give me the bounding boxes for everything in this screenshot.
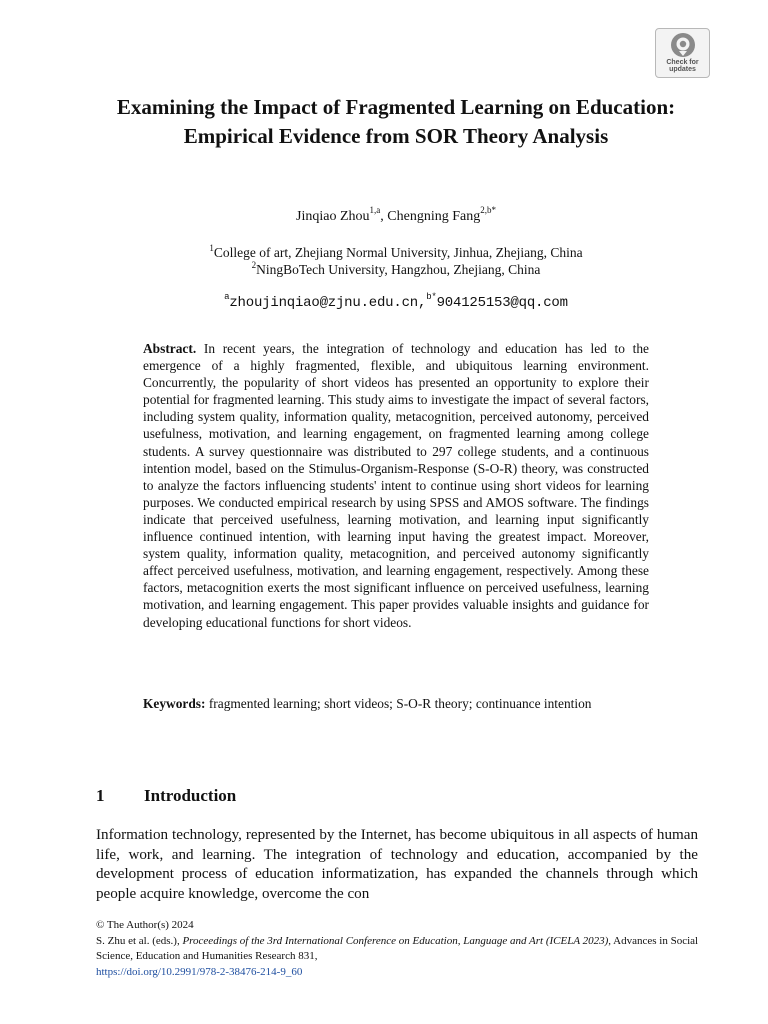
author-separator: , bbox=[380, 209, 388, 224]
citation-line bbox=[96, 934, 706, 965]
abstract-text: In recent years, the integration of technology and education has led to the emergence of a highly fragmented, flexible, and ubiquitous learning environment. Concurrently, the popularity of short videos has presented an opportunity to explore their potential for fragmented learning. This study aims to investigate the impact of several factors, including system quality, information quality, metacognition, perceived autonomy, perceived usefulness, motivation, and learning engagement, on fragmented learning among college students. A survey questionnaire was distributed to 297 college students, and a continuous intention model, based on the Stimulus-Organism-Response (S-O-R) theory, was constructed to analyze the factors influencing students' intent to continue using short videos for learning purposes. We conducted empirical research by using SPSS and AMOS software. The findings indicate that perceived usefulness, learning motivation, and learning input significantly influence continued intention, with learning input having the greatest impact. Moreover, system quality, information quality, metacognition, and perceived autonomy significantly affect perceived usefulness, motivation, and learning engagement, respectively. Among these factors, metacognition exerts the most significant influence on perceived usefulness, learning motivation, and learning engagement. This paper provides valuable insights and guidance for developing educational functions for short videos. bbox=[143, 341, 649, 630]
affiliation-text: NingBoTech University, Hangzhou, Zhejiang, China bbox=[256, 262, 541, 277]
section-heading bbox=[96, 786, 236, 806]
citation-prefix: S. Zhu et al. (eds.), bbox=[96, 934, 183, 947]
affiliation-mark: 2 bbox=[251, 259, 257, 270]
check-for-updates-icon bbox=[670, 32, 696, 58]
copyright-line: © The Author(s) 2024 bbox=[96, 919, 194, 931]
email-line bbox=[96, 294, 696, 312]
affiliation-text: College of art, Zhejiang Normal University, Jinhua, Zhejiang, China bbox=[213, 245, 583, 260]
author-name: Jinqiao Zhou bbox=[296, 209, 370, 224]
abstract-label: Abstract. bbox=[143, 341, 197, 356]
series-text: , Advances in Social Science, Education and Humanities Research 831, bbox=[96, 934, 699, 962]
doi-link[interactable]: https://doi.org/10.2991/978-2-38476-214-9_60 bbox=[96, 965, 303, 978]
footer bbox=[96, 918, 706, 980]
author-affiliation-mark: 1,a bbox=[369, 205, 381, 216]
introduction-paragraph: Information technology, represented by the Internet, has become ubiquitous in all aspects of human life, work, and learning. The integration of technology and education, accompanied by the development process of education informatization, has expanded the channels through which people acquire knowledge, overcome the con bbox=[96, 827, 698, 902]
keywords-label: Keywords: bbox=[143, 696, 206, 711]
affiliation-line bbox=[96, 244, 696, 261]
author-line bbox=[96, 205, 696, 226]
email-address[interactable]: 904125153@qq.com bbox=[436, 295, 568, 311]
abstract bbox=[143, 340, 649, 631]
affiliation-mark: 1 bbox=[209, 242, 214, 253]
email-mark: b* bbox=[426, 292, 437, 303]
email-address[interactable]: zhoujinqiao@zjnu.edu.cn, bbox=[229, 295, 427, 311]
author-name: Chengning Fang bbox=[387, 209, 481, 224]
author-affiliation-mark: 2,b* bbox=[480, 205, 496, 216]
keywords bbox=[143, 695, 649, 712]
paper-title: Examining the Impact of Fragmented Learning on Education: Empirical Evidence from SOR Theory Analysis bbox=[116, 95, 676, 148]
badge-label: Check for updates bbox=[666, 59, 699, 73]
section-number: 1 bbox=[96, 786, 105, 805]
section-title: Introduction bbox=[144, 786, 237, 805]
keywords-text: fragmented learning; short videos; S-O-R theory; continuance intention bbox=[205, 696, 592, 711]
affiliations bbox=[96, 244, 696, 278]
email-mark: a bbox=[224, 292, 230, 303]
affiliation-line bbox=[96, 261, 696, 278]
check-for-updates-badge[interactable] bbox=[655, 28, 710, 78]
proceedings-title: Proceedings of the 3rd International Conference on Education, Language and Art (ICELA 2023) bbox=[182, 934, 609, 947]
